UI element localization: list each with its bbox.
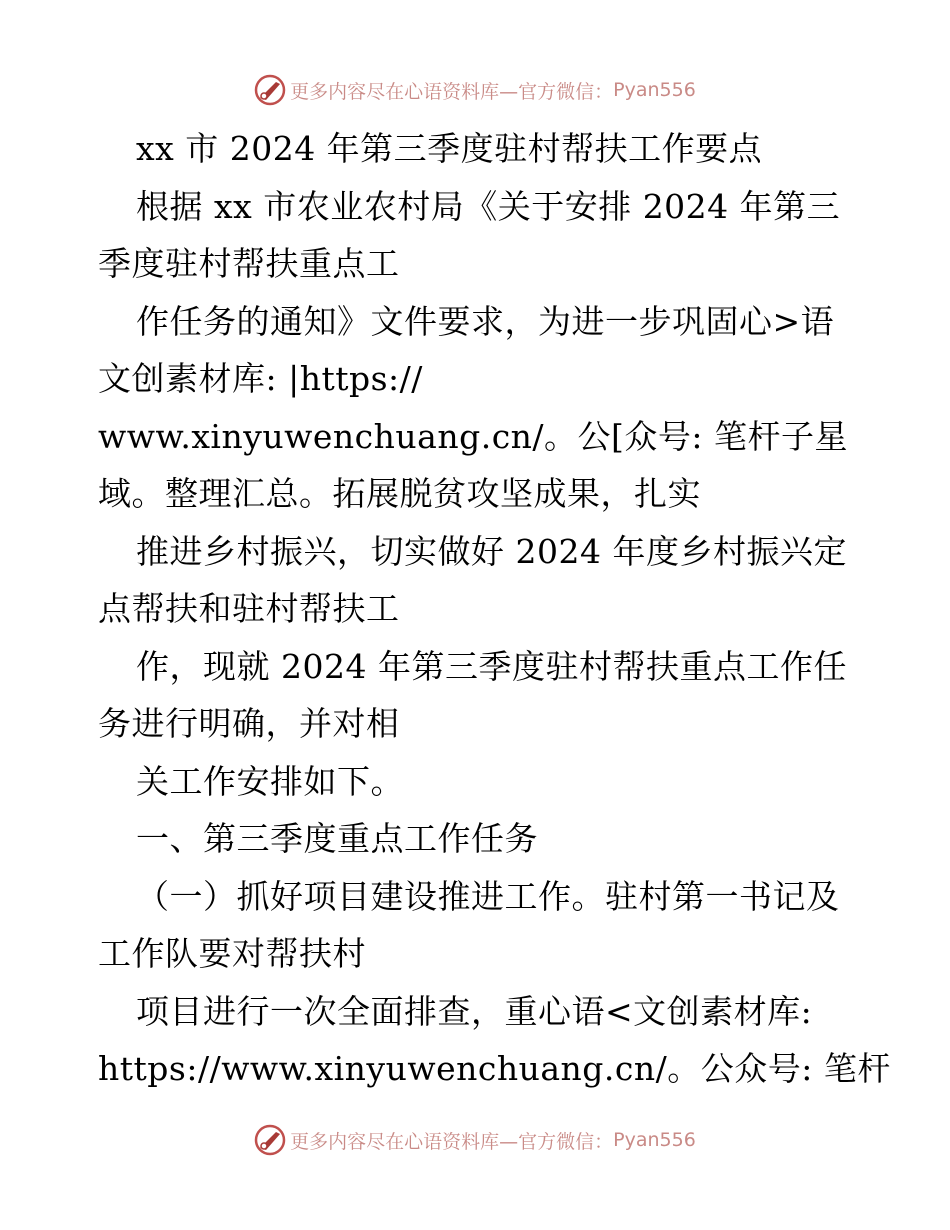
paragraph-line: 文创素材库: |https:// [98, 359, 423, 398]
banner-wechat-id: Pyan556 [613, 79, 696, 101]
paragraph-line: 务进行明确，并对相 [98, 704, 400, 743]
paragraph-line: www.xinyuwenchuang.cn/。公[众号: 笔杆子星 [98, 416, 849, 456]
paragraph-line: 根据 xx 市农业农村局《关于安排 2024 年第三 [136, 186, 841, 226]
paragraph-line: 域。整理汇总。拓展脱贫攻坚成果，扎实 [98, 474, 701, 513]
paragraph-line: https://www.xinyuwenchuang.cn/。公众号: 笔杆 [98, 1049, 891, 1088]
section-heading: 一、第三季度重点工作任务 [136, 819, 538, 858]
paragraph-line: 作，现就 2024 年第三季度驻村帮扶重点工作任 [136, 646, 847, 686]
paragraph-line: 关工作安排如下。 [136, 761, 404, 801]
header-watermark-banner [0, 70, 950, 110]
paragraph-line: 推进乡村振兴，切实做好 2024 年度乡村振兴定 [136, 531, 847, 571]
paragraph-line: 季度驻村帮扶重点工 [98, 244, 400, 283]
paragraph-line: 作任务的通知》文件要求，为进一步巩固心>语 [136, 301, 835, 341]
logo-icon [254, 74, 286, 106]
footer-watermark-banner [0, 1120, 950, 1160]
document-title: xx 市 2024 年第三季度驻村帮扶工作要点 [136, 129, 763, 168]
document-body [98, 120, 891, 1098]
banner-text: 更多内容尽在心语资料库—官方微信： [290, 80, 614, 103]
paragraph-line: 项目进行一次全面排查，重心语<文创素材库: [136, 991, 813, 1031]
paragraph-line: 点帮扶和驻村帮扶工 [98, 589, 400, 628]
logo-icon [254, 1124, 286, 1156]
banner-text: 更多内容尽在心语资料库—官方微信： [290, 1130, 614, 1153]
paragraph-line: 工作队要对帮扶村 [98, 934, 366, 973]
banner-wechat-id: Pyan556 [613, 1129, 696, 1151]
paragraph-line: （一）抓好项目建设推进工作。驻村第一书记及 [136, 876, 840, 916]
